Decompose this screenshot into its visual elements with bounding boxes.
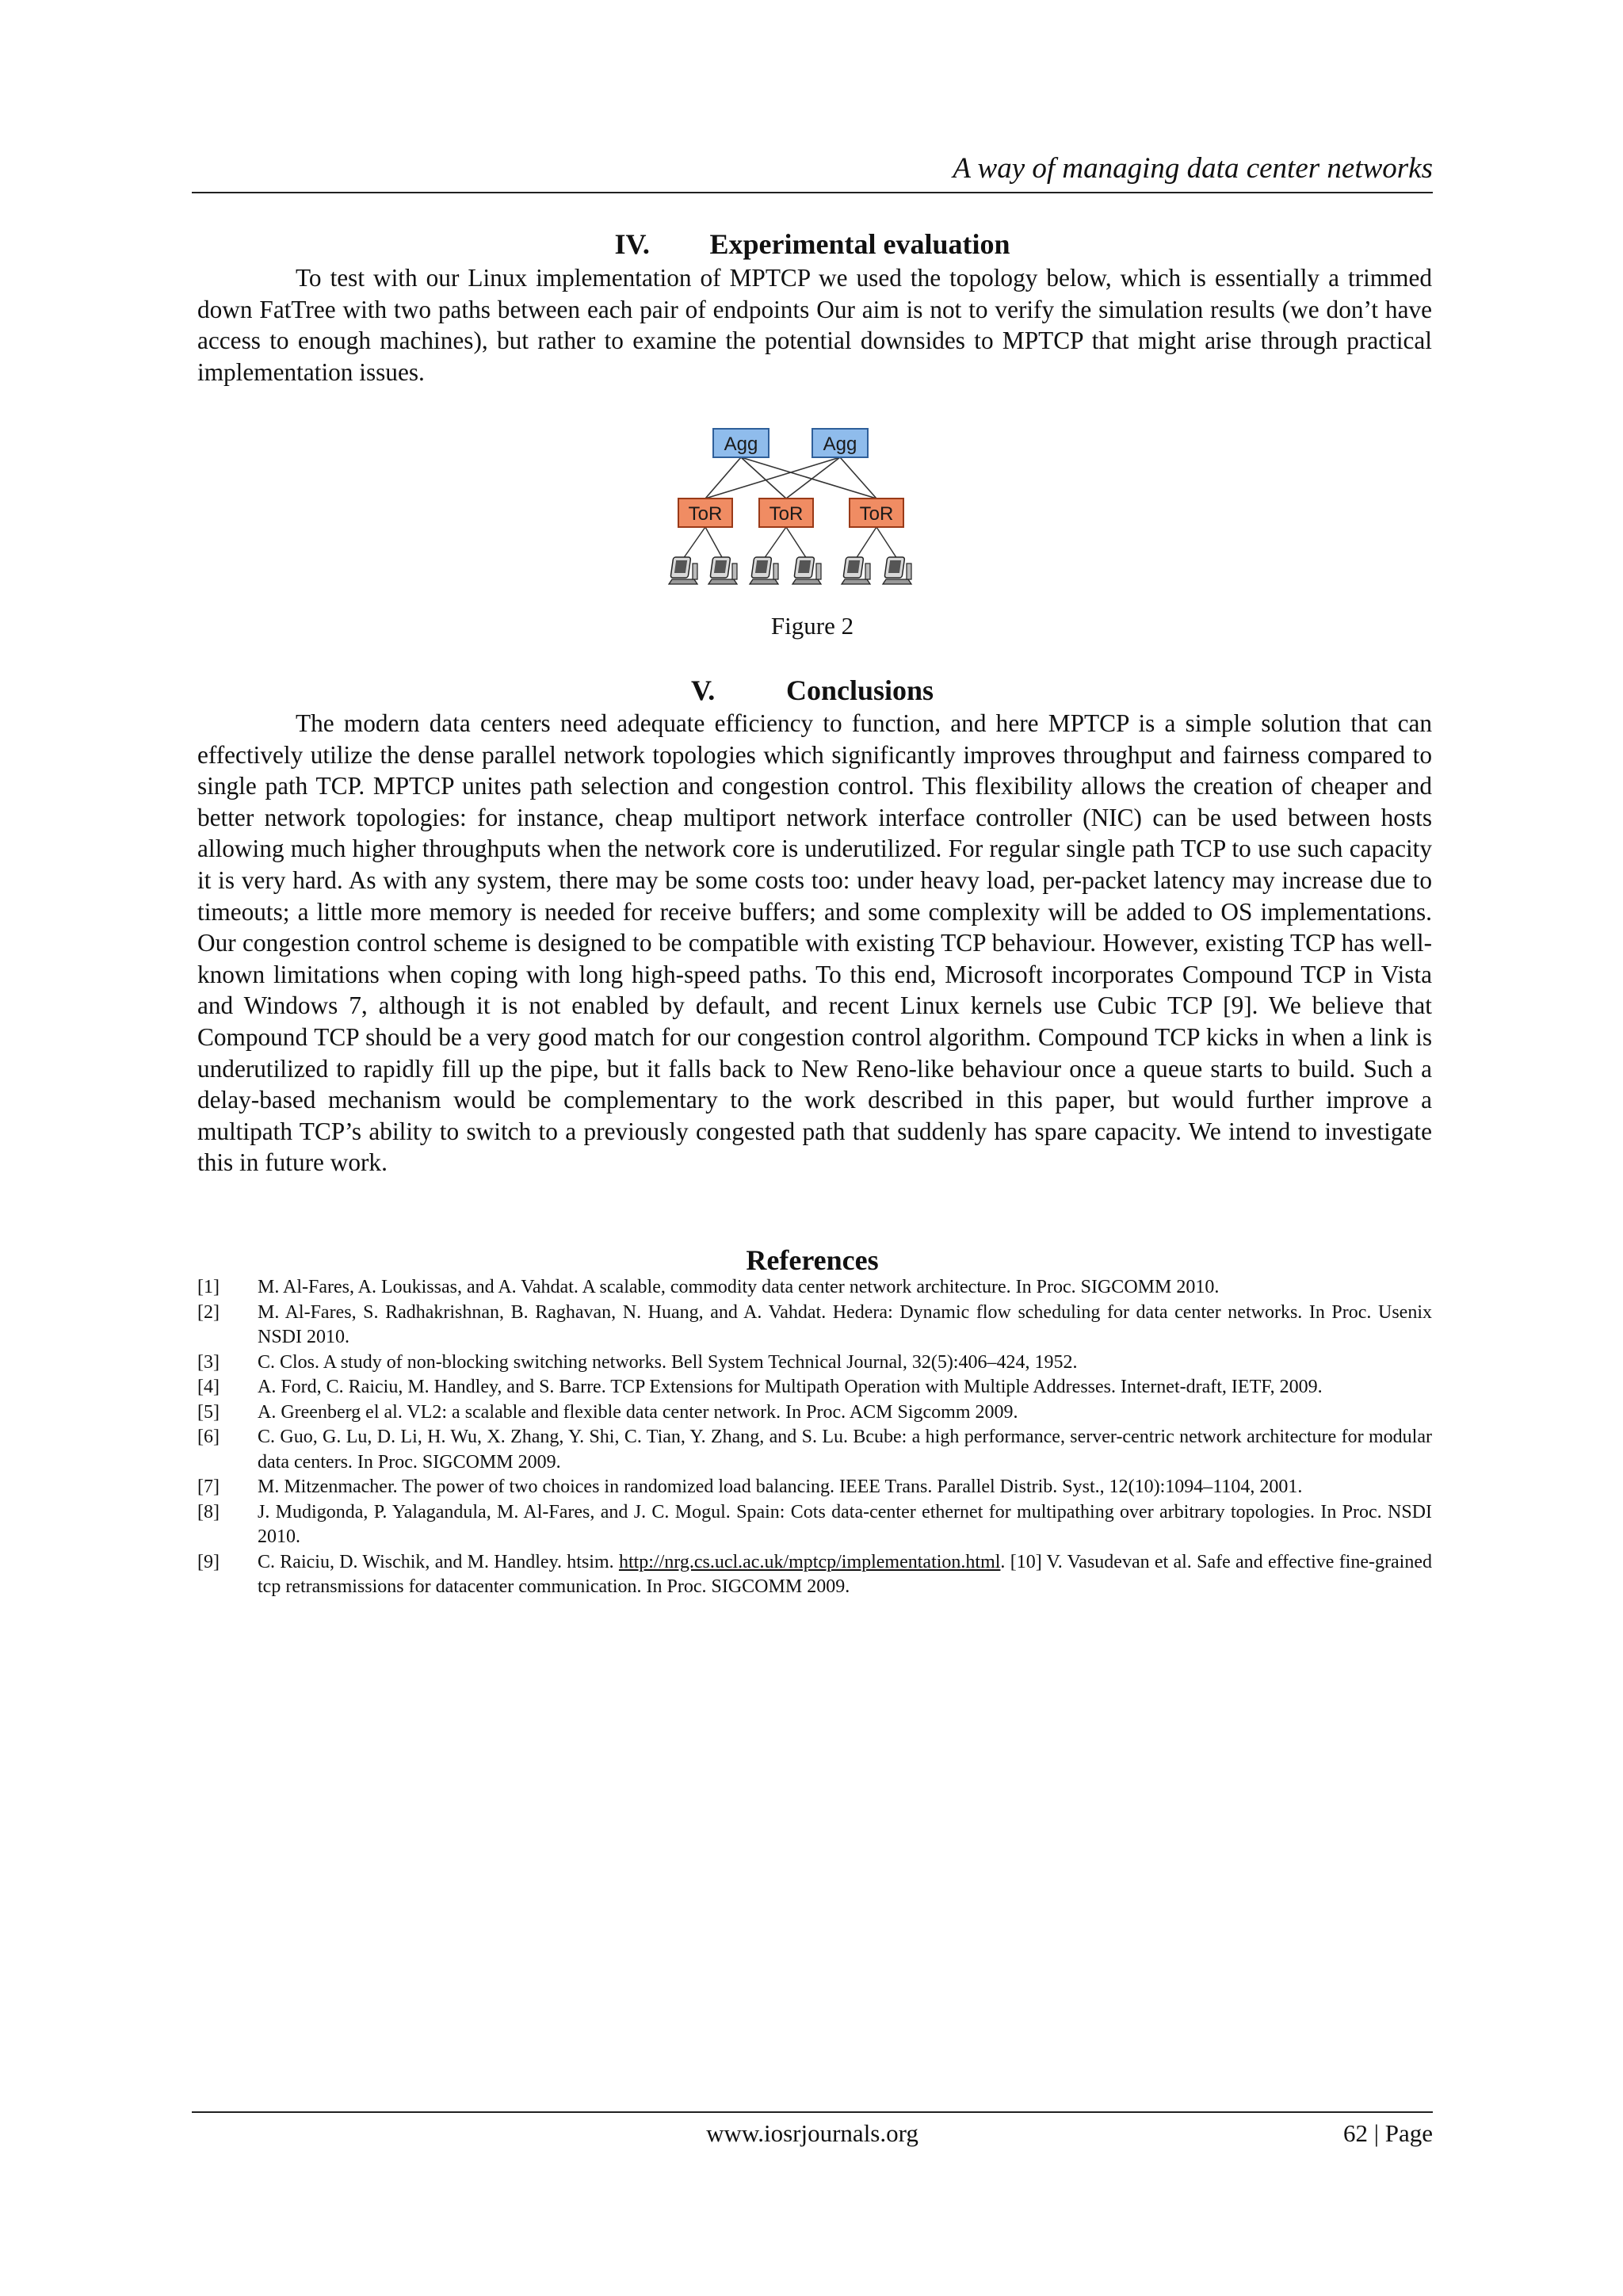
reference-text: M. Al-Fares, A. Loukissas, and A. Vahdat. A scalable, commodity data center network architecture. In Proc. SIGCOMM 2010. <box>258 1277 1220 1297</box>
reference-number: [4] <box>197 1377 220 1397</box>
reference-number: [1] <box>197 1277 220 1297</box>
footer-rule <box>192 2111 1433 2113</box>
reference-number: [6] <box>197 1427 220 1447</box>
tor-label-2: ToR <box>769 503 804 525</box>
topology-figure <box>666 424 959 594</box>
reference-text: A. Ford, C. Raiciu, M. Handley, and S. Barre. TCP Extensions for Multipath Operation with Multiple Addresses. Internet-draft, IETF, 2009. <box>258 1377 1323 1397</box>
reference-list <box>197 1275 1432 1600</box>
tor-label-1: ToR <box>688 503 723 525</box>
section-4-title: Experimental evaluation <box>709 228 1010 260</box>
host-computer-icon <box>883 557 911 584</box>
footer-website: www.iosrjournals.org <box>706 2119 918 2147</box>
agg-switch-1 <box>713 429 769 457</box>
reference-number: [5] <box>197 1401 220 1423</box>
header-rule <box>192 192 1433 193</box>
host-computer-icon <box>708 557 737 584</box>
reference-item <box>197 1475 1432 1500</box>
running-title: A way of managing data center networks <box>953 152 1433 185</box>
reference-text <box>258 1550 1432 1600</box>
reference-number: [9] <box>197 1551 220 1572</box>
figure-caption: Figure 2 <box>770 612 854 640</box>
host-computer-icon <box>750 557 778 584</box>
section-5-heading <box>192 673 1433 708</box>
reference-item <box>197 1375 1432 1400</box>
footer-page-number: 62 | Page <box>1343 2119 1433 2147</box>
agg-label-1: Agg <box>724 434 758 455</box>
section-4-text: To test with our Linux implementation of MPTCP we used the topology below, which is essentially a trimmed down FatTree with two paths between each pair of endpoints Our aim is not to verify the simulation results (we don’t have access to enough machines), but rather to examine the potential downsides to MPTCP that might arise through practical implementation issues. <box>197 264 1432 386</box>
reference-text: C. Guo, G. Lu, D. Li, H. Wu, X. Zhang, Y. Shi, C. Tian, Y. Zhang, and S. Lu. Bcube: a high performance, server-centric network architecture for modular data centers. In Proc. SIGCOMM 2009. <box>258 1427 1432 1473</box>
reference-text: M. Al-Fares, S. Radhakrishnan, B. Raghavan, N. Huang, and A. Vahdat. Hedera: Dynamic flow scheduling for data center networks. In Proc. Usenix NSDI 2010. <box>258 1301 1432 1347</box>
agg-tor-links <box>705 457 876 499</box>
reference-number: [7] <box>197 1477 220 1497</box>
tor-host-links <box>683 527 897 559</box>
agg-label-2: Agg <box>823 434 857 455</box>
reference-number: [2] <box>197 1301 220 1323</box>
section-4-number: IV. <box>614 228 650 260</box>
reference-number: [3] <box>197 1351 220 1373</box>
host-computer-icon <box>842 557 870 584</box>
section-5-number: V. <box>690 674 716 706</box>
reference-text: A. Greenberg el al. VL2: a scalable and flexible data center network. In Proc. ACM Sigcomm 2009. <box>258 1401 1018 1423</box>
host-computer-icon <box>669 557 697 584</box>
reference-item <box>197 1350 1432 1376</box>
reference-text-part: . [10] V. Vasudevan et al. Safe and effective fine-grained tcp retransmissions for datacenter communication. In Proc. SIGCOMM 2009. <box>258 1551 1433 1597</box>
section-5-text: The modern data centers need adequate efficiency to function, and here MPTCP is a simple solution that can effectively utilize the dense parallel network topologies which significantly improves throughput and fairness compared to single path TCP. MPTCP unites path selection and congestion control. This flexibility allows the creation of cheaper and better network topologies: for instance, cheap multiport network interface controller (NIC) can be used between hosts allowing much higher throughputs when the network core is underutilized. For regular single path TCP to use such capacity it is very hard. As with any system, there may be some costs too: under heavy load, per-packet latency may increase due to timeouts; a little more memory is needed for receive buffers; and some complexity will be added to OS implementations. Our congestion control scheme is designed to be compatible with existing TCP behaviour. However, existing TCP has well-known limitations when coping with long high-speed paths. To this end, Microsoft incorporates Compound TCP in Vista and Windows 7, although it is not enabled by default, and recent Linux kernels use Cubic TCP [9]. We believe that Compound TCP should be a very good match for our congestion control algorithm. Compound TCP kicks in when a link is underutilized to rapidly fill up the pipe, but it falls back to New Reno-like behaviour once a queue starts to build. Such a delay-based mechanism would be complementary to the work described in this paper, but would further improve a multipath TCP’s ability to switch to a previously congested path that suddenly has spare capacity. We intend to investigate this in future work. <box>197 709 1432 1177</box>
reference-item <box>197 1275 1432 1301</box>
section-4-heading <box>192 227 1433 262</box>
implementation-link[interactable]: http://nrg.cs.ucl.ac.uk/mptcp/implementation.html <box>618 1551 1001 1572</box>
reference-text: M. Mitzenmacher. The power of two choices in randomized load balancing. IEEE Trans. Parallel Distrib. Syst., 12(10):1094–1104, 2001. <box>258 1477 1303 1497</box>
reference-text: J. Mudigonda, P. Yalagandula, M. Al-Fares, and J. C. Mogul. Spain: Cots data-center ethernet for multipathing over arbitrary topologies. In Proc. NSDI 2010. <box>258 1501 1432 1547</box>
reference-item <box>197 1550 1432 1600</box>
tor-label-3: ToR <box>859 503 894 525</box>
tor-switch-3 <box>850 499 903 527</box>
reference-item <box>197 1301 1432 1350</box>
reference-number: [8] <box>197 1501 220 1522</box>
reference-item <box>197 1400 1432 1426</box>
section-4-paragraph <box>197 262 1432 388</box>
reference-text-part: C. Raiciu, D. Wischik, and M. Handley. htsim. <box>258 1551 619 1572</box>
section-5-title: Conclusions <box>785 674 934 706</box>
tor-switch-2 <box>759 499 813 527</box>
reference-item <box>197 1500 1432 1550</box>
reference-item <box>197 1425 1432 1475</box>
tor-switch-1 <box>678 499 732 527</box>
references-heading: References <box>746 1244 879 1276</box>
reference-text: C. Clos. A study of non-blocking switching networks. Bell System Technical Journal, 32(5):406–424, 1952. <box>258 1351 1078 1373</box>
host-computer-icon <box>792 557 821 584</box>
agg-switch-2 <box>812 429 868 457</box>
section-5-paragraph <box>197 708 1432 1179</box>
